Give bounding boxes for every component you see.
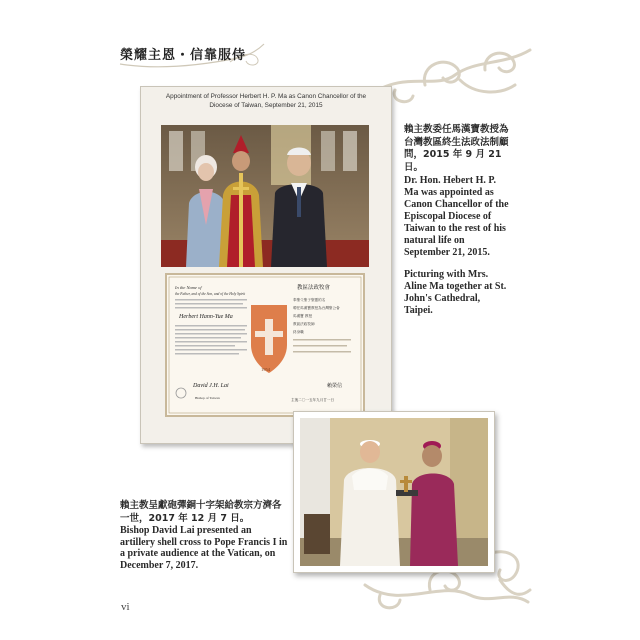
caption-line-1: Appointment of Professor Herbert H. P. Ma as Canon Chancellor of the xyxy=(165,93,367,100)
cert-zh-signer: 賴榮信 xyxy=(327,383,343,389)
cert-bishop-title: Bishop of Taiwan xyxy=(195,396,220,400)
right-caption-zh: 賴主教委任馬漢寶教授為台灣教區終生法政法制顧問，2015 年 9 月 21 日。 xyxy=(404,124,509,173)
cert-zh-line-4: 終身職 xyxy=(293,330,304,334)
cert-year-mark: 1954 xyxy=(261,367,270,372)
group-photo-illustration xyxy=(161,125,369,267)
cert-zh-line-3: 教區法政牧師 xyxy=(293,322,315,326)
certificate-illustration xyxy=(167,275,363,415)
cathedral-group-photo xyxy=(161,125,369,267)
vatican-photo-illustration xyxy=(300,418,488,566)
appointment-certificate xyxy=(165,273,365,417)
left-caption-en: Bishop David Lai presented an artillery shell cross to Pope Francis I in a private audience at the Vatican, on December 7, 2017. xyxy=(120,525,288,571)
right-caption-en-appointment: Dr. Hon. Hebert H. P. Ma was appointed as Canon Chancellor of the Episcopal Diocese of Taiwan to the rest of his natural life on September 21, 2015. xyxy=(404,175,509,258)
cert-invocation-1: In the Name of xyxy=(175,285,202,290)
cert-bishop-signature: David J.H. Lai xyxy=(193,383,229,389)
page-number: vi xyxy=(121,601,130,613)
certificate-photo-caption xyxy=(147,93,385,110)
vatican-photo-card xyxy=(293,411,495,573)
cert-invocation-2: the Father, and of the Son, and of the Holy Spirit xyxy=(175,292,246,296)
vatican-audience-photo xyxy=(300,418,488,566)
caption-line-2: Diocese of Taiwan, September 21, 2015 xyxy=(209,101,323,109)
cert-zh-line-2: 聘任馬漢寶教授為台灣聖公會 xyxy=(293,306,340,310)
cert-zh-recipient: 馬漢寶 教授 xyxy=(293,314,313,318)
cert-date-zh: 主後二〇一五年九月廿一日 xyxy=(291,398,335,402)
cert-recipient-name: Herbert Hann-Yue Ma xyxy=(179,314,233,320)
right-caption xyxy=(404,124,509,327)
cert-zh-title: 教區法政牧會 xyxy=(297,285,331,291)
left-caption-zh: 賴主教呈獻砲彈銅十字架給教宗方濟各一世，2017 年 12 月 7 日。 xyxy=(120,500,282,524)
certificate-photo-card xyxy=(140,86,392,444)
left-caption xyxy=(120,500,288,571)
header-title: 榮耀主恩・信靠服侍 xyxy=(120,47,247,62)
cert-zh-line-1: 奉聖父聖子聖靈的名 xyxy=(293,298,326,302)
right-caption-en-picture: Picturing with Mrs. Aline Ma together at St. John's Cathedral, Taipei. xyxy=(404,269,507,316)
